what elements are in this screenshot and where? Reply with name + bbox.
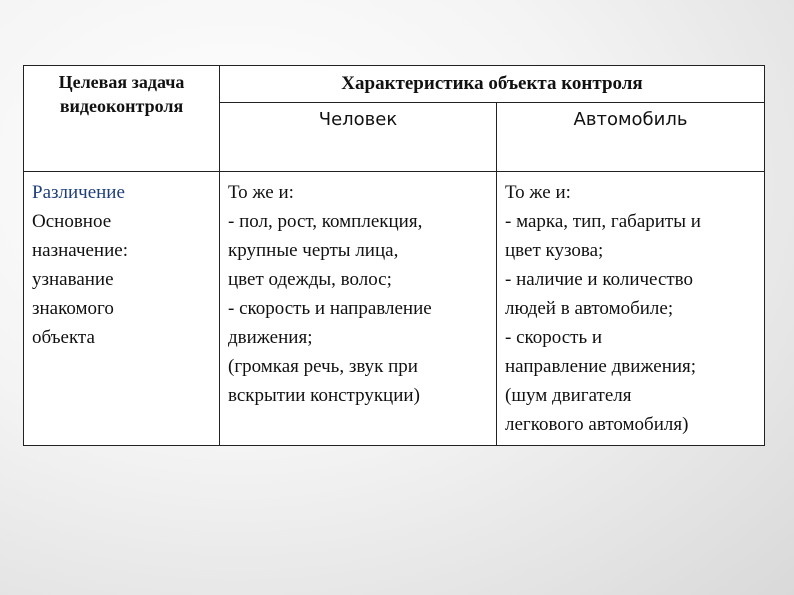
car-line-8: (шум двигателя	[505, 385, 632, 406]
task-cell	[24, 172, 220, 446]
header-person: Человек	[220, 103, 497, 172]
task-line-1: Основное	[32, 211, 112, 232]
header-task-line-1: Целевая задача	[58, 72, 185, 92]
car-line-3: цвет кузова;	[505, 240, 604, 261]
person-cell	[220, 172, 497, 446]
person-line-4: цвет одежды, волос;	[228, 269, 392, 290]
person-line-1: То же и:	[228, 182, 294, 203]
car-line-7: направление движения;	[505, 356, 697, 377]
comparison-table	[23, 65, 765, 446]
task-line-2: назначение:	[32, 240, 128, 261]
car-line-6: - скорость и	[505, 327, 603, 348]
task-line-5: объекта	[32, 327, 95, 348]
task-title: Различение	[32, 182, 125, 203]
person-line-2: - пол, рост, комплекция,	[228, 211, 423, 232]
car-line-1: То же и:	[505, 182, 571, 203]
person-line-7: (громкая речь, звук при	[228, 356, 418, 377]
person-line-3: крупные черты лица,	[228, 240, 399, 261]
car-line-2: - марка, тип, габариты и	[505, 211, 701, 232]
header-car: Автомобиль	[497, 103, 765, 172]
car-line-4: - наличие и количество	[505, 269, 694, 290]
car-cell	[497, 172, 765, 446]
header-task-cell	[24, 66, 220, 172]
task-line-3: узнавание	[32, 269, 114, 290]
person-line-8: вскрытии конструкции)	[228, 385, 420, 406]
person-line-5: - скорость и направление	[228, 298, 432, 319]
car-line-9: легкового автомобиля)	[505, 414, 689, 435]
car-line-5: людей в автомобиле;	[505, 298, 674, 319]
header-task-line-2: видеоконтроля	[59, 96, 184, 116]
header-characteristics: Характеристика объекта контроля	[220, 66, 765, 103]
person-line-6: движения;	[228, 327, 313, 348]
task-line-4: знакомого	[32, 298, 114, 319]
